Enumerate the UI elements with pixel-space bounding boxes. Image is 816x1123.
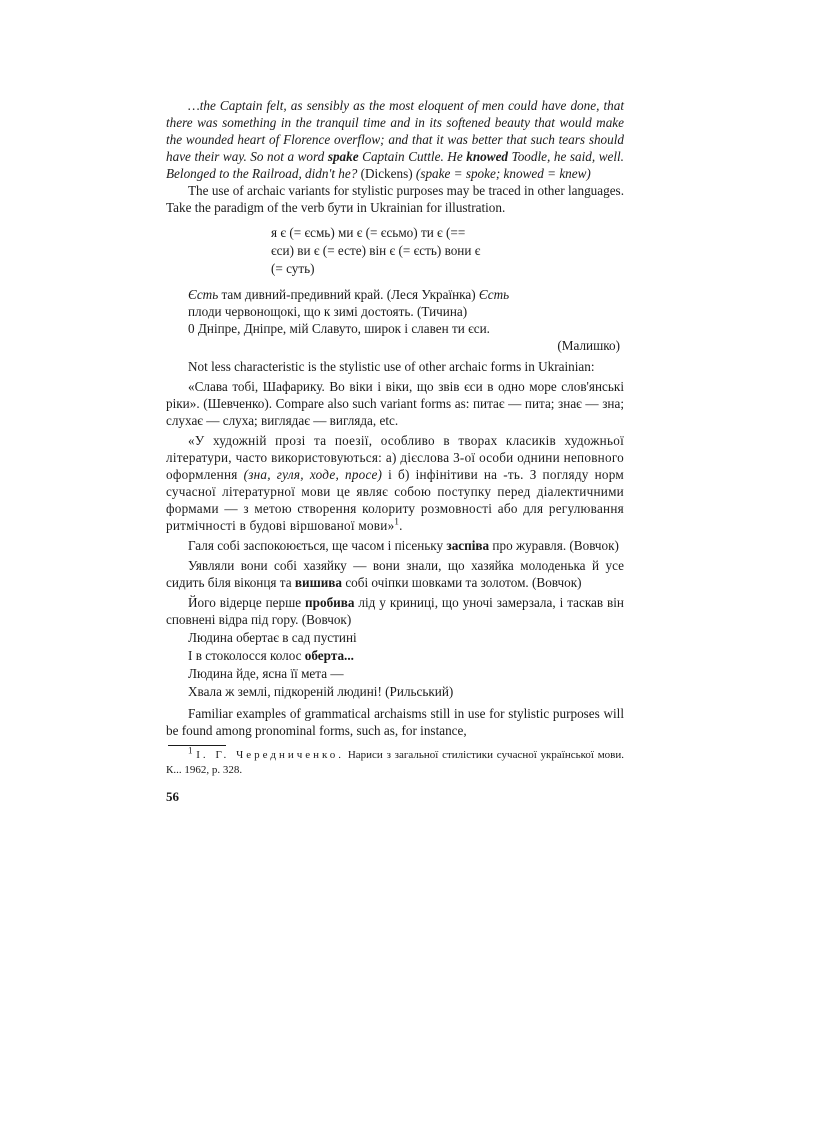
paragraph-familiar-examples: Familiar examples of grammatical archaisms still in use for stylistic purposes will be found among pronominal forms, such as, for instance,: [166, 706, 624, 738]
quote-malyshko: 0 Дніпре, Дніпре, мій Славуто, широк і славен ти єси.: [188, 321, 490, 336]
example-text: Галя собі заспокоюється, ще часом і пісеньку: [188, 538, 447, 553]
quote-source: (Малишко): [557, 338, 620, 353]
poem-line: Людина йде, ясна її мета —: [188, 666, 344, 681]
quote-gloss: (spake = spoke; knowed = knew): [415, 166, 591, 181]
example-text: Його відерце перше: [188, 595, 306, 610]
quote-text: Captain Cuttle. He: [358, 149, 467, 164]
archaic-word-knowed: knowed: [466, 149, 509, 164]
conjugation-line: єси) ви є (= есте) він є (= єсть) вони є: [271, 243, 481, 258]
period: .: [399, 518, 403, 533]
archaic-word-yest: Єсть: [478, 287, 510, 302]
quote-text: …the Captain felt, as sensibly as the most eloquent of men could have done, that there was something in the tranquil time and in its softened beauty that would make the wounded heart of Florence overflow; and that it was better that such tears should have their way. So not a word: [166, 98, 624, 164]
quote-lesia: [188, 286, 624, 303]
poem-rylsky: [188, 629, 624, 700]
dickens-quote: [166, 97, 624, 182]
footnote-divider: [168, 745, 226, 746]
italic-examples: (зна, гуля, ходе, просе): [243, 467, 383, 482]
example-uiavliaily: [166, 557, 624, 591]
example-galia: [166, 537, 624, 554]
conjugation-line: (= суть): [271, 261, 315, 276]
paragraph-shevchenko: «Слава тобі, Шафарику. Во віки і віки, що звів єси в одно море слов'янські ріки». (Шевченко). Compare also such variant forms as: питає — пита; знає — зна; слухає — слуха; виглядає — вигляда, etc.: [166, 379, 624, 428]
paragraph-other-forms: Not less characteristic is the stylistic use of other archaic forms in Ukrainian:: [188, 359, 595, 374]
footnote-ref[interactable]: 1: [394, 516, 400, 527]
quote-tychyna: плоди червонощокі, що к зимі достоять. (Тичина): [188, 304, 468, 319]
page-number: 56: [166, 789, 179, 804]
archaic-word: пробива: [305, 595, 355, 610]
quote-source: (Dickens): [357, 166, 416, 181]
quote-text: там дивний-предивний край. (Леся Українка): [218, 287, 479, 302]
quote-text: Toodle, he said, well. Belonged to the Railroad, didn't he?: [166, 149, 624, 181]
paragraph-archaic-variants: The use of archaic variants for stylistic purposes may be traced in other languages. Take the paradigm of the verb бути in Ukrainian for illustration.: [166, 183, 624, 215]
example-text: про журавля. (Вовчок): [489, 538, 619, 553]
book-page: [166, 97, 624, 805]
poem-line: Хвала ж землі, підкореній людині! (Рильський): [188, 684, 454, 699]
paragraph-prose-quote: [166, 432, 624, 534]
archaic-word-yest: Єсть: [188, 287, 219, 302]
poem-line: [188, 647, 624, 664]
quote-text: «У художній прозі та поезії, особливо в творах класиків художньої літератури, часто використовуються: а) дієслова 3-ої особи однини неповного оформлення: [166, 433, 624, 482]
example-text: лід у криниці, що уночі замерзала, і таскав він сповнені відра під гору. (Вовчок): [166, 595, 624, 627]
footnote: [166, 745, 625, 778]
ukrainian-quotes: [188, 286, 624, 354]
poem-line: Людина обертає в сад пустині: [188, 630, 357, 645]
archaic-word-spake: spake: [327, 149, 359, 164]
archaic-word: заспіва: [446, 538, 490, 553]
archaic-word: оберта...: [304, 648, 354, 663]
poem-text: І в стоколосся колос: [188, 648, 305, 663]
example-vidertse: [166, 594, 624, 628]
example-text: Уявляли вони собі хазяйку — вони знали, що хазяйка молоденька й усе сидить біля віконця та: [166, 558, 624, 590]
footnote-author: І. Г. Чередниченко.: [196, 749, 345, 761]
conjugation-line: я є (= єсмь) ми є (= єсьмо) ти є (==: [271, 225, 466, 240]
verb-conjugation: [271, 224, 521, 278]
example-text: собі очіпки шовками та золотом. (Вовчок): [342, 575, 582, 590]
footnote-mark: 1: [188, 745, 193, 756]
footnote-text: Нариси з загальної стилістики сучасної української мови. К... 1962, p. 328.: [166, 749, 625, 776]
quote-text: і б) інфінітиви на -ть. З погляду норм сучасної літературної мови це являє собою поступку перед діалектичними формами — з метою створення колориту розмовності або для регулювання ритмічності в будові віршованої мови»: [166, 467, 624, 533]
archaic-word: вишива: [294, 575, 343, 590]
